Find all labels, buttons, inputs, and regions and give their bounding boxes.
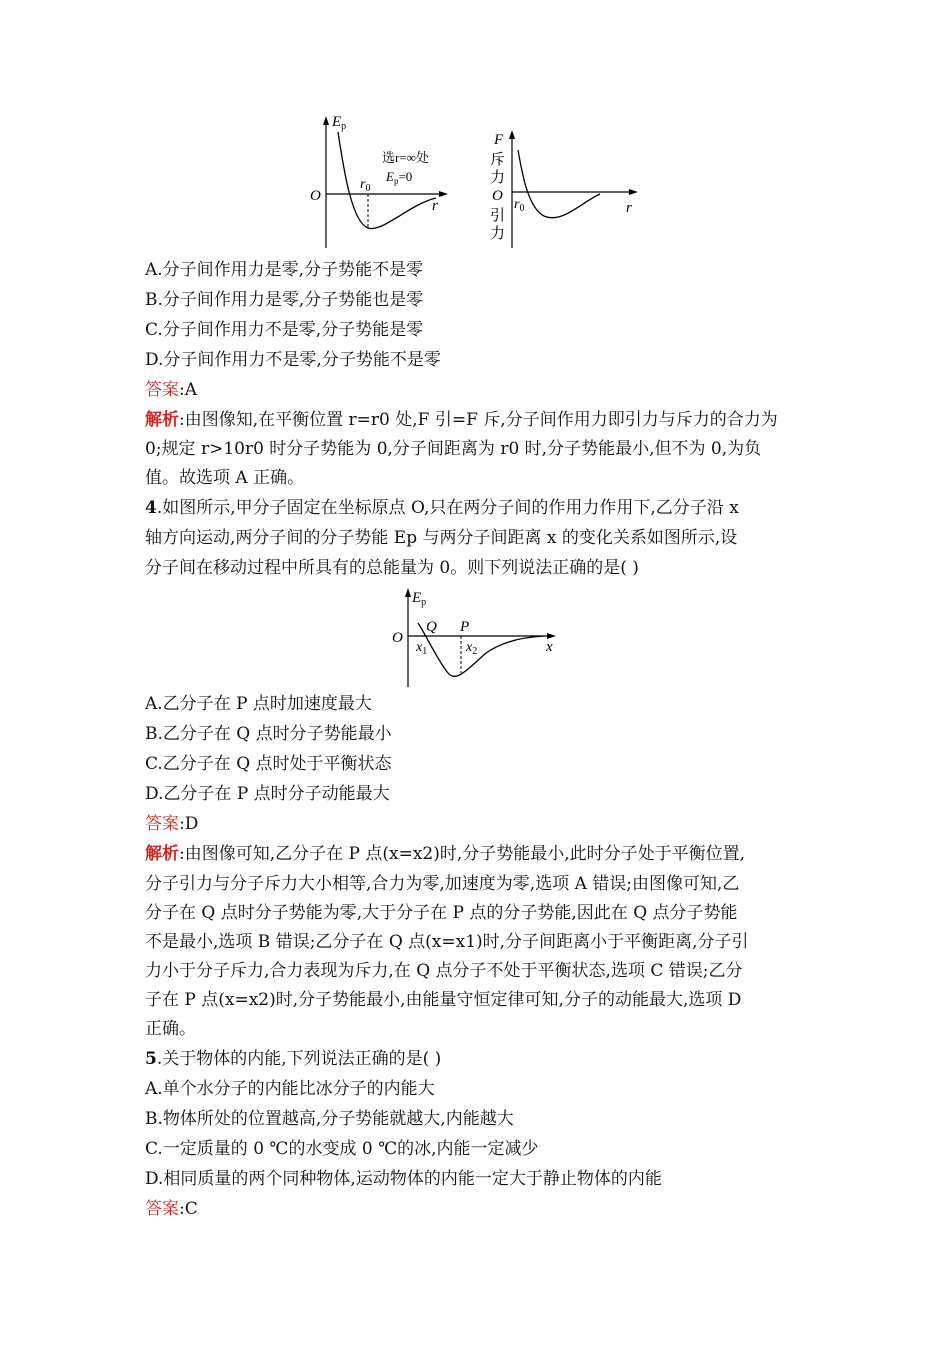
- q5-option-d: D.相同质量的两个同种物体,运动物体的内能一定大于静止物体的内能: [145, 1169, 662, 1189]
- q4-analysis-line-3: 分子在 Q 点时分子势能为零,大于分子在 P 点的分子势能,因此在 Q 点分子势能: [145, 903, 738, 923]
- q4-option-c: C.乙分子在 Q 点时处于平衡状态: [145, 754, 392, 774]
- q3-analysis-line-1: 解析:由图像知,在平衡位置 r=r0 处,F 引=F 斥,分子间作用力即引力与斥力的合力为: [145, 410, 778, 430]
- q3-analysis-line-3: 值。故选项 A 正确。: [145, 468, 305, 488]
- r-axis-label: r: [432, 198, 438, 214]
- note-line-1: 选r=∞处: [382, 150, 429, 165]
- q3-option-c: C.分子间作用力不是零,分子势能是零: [145, 320, 424, 340]
- analysis-label: 解析: [145, 410, 179, 430]
- q4-option-a: A.乙分子在 P 点时加速度最大: [145, 694, 372, 714]
- q4-stem-line-3: 分子间在移动过程中所具有的总能量为 0。则下列说法正确的是( ): [145, 558, 639, 578]
- point-q-label: Q: [426, 619, 437, 635]
- answer-label: 答案: [145, 814, 179, 834]
- x-axis-label: x: [546, 639, 553, 655]
- q4-stem-line-2: 轴方向运动,两分子间的分子势能 Ep 与两分子间距离 x 的变化关系如图所示,设: [145, 528, 738, 548]
- point-p-label: P: [460, 619, 470, 635]
- q3-answer: [145, 379, 197, 401]
- answer-label: 答案: [145, 1199, 179, 1219]
- q4-analysis-line-2: 分子引力与分子斥力大小相等,合力为零,加速度为零,选项 A 错误;由图像可知,乙: [145, 874, 740, 894]
- repulsion-label-1: 斥: [490, 152, 506, 168]
- ep-x-graph: [388, 583, 568, 689]
- origin-label: O: [492, 188, 503, 204]
- analysis-label: 解析: [145, 844, 179, 864]
- q3-option-a: A.分子间作用力是零,分子势能不是零: [145, 260, 424, 280]
- r-axis-label: r: [626, 200, 632, 216]
- q3-option-b: B.分子间作用力是零,分子势能也是零: [145, 290, 424, 310]
- f-axis-label: F: [494, 132, 504, 148]
- answer-label: 答案: [145, 380, 179, 400]
- answer-value: :A: [179, 380, 198, 400]
- attraction-label-1: 引: [490, 208, 506, 224]
- r0-label: $r_0$: [514, 197, 525, 214]
- answer-value: :D: [179, 814, 199, 834]
- question-number: 4: [145, 498, 157, 518]
- q4-analysis-line-7: 正确。: [145, 1019, 196, 1039]
- q3-analysis-line-2: 0;规定 r>10r0 时分子势能为 0,分子间距离为 r0 时,分子势能最小,但不为 0,为负: [145, 439, 762, 459]
- origin-label: O: [310, 188, 321, 204]
- ep-axis-label: $E_p$: [412, 590, 427, 608]
- q5-answer: [145, 1198, 198, 1220]
- q4-analysis-line-4: 不是最小,选项 B 错误;乙分子在 Q 点(x=x1)时,分子间距离小于平衡距离,分子引: [145, 932, 749, 952]
- q5-stem: 5.关于物体的内能,下列说法正确的是( ): [145, 1049, 442, 1069]
- q5-option-c: C.一定质量的 0 ℃的水变成 0 ℃的冰,内能一定减少: [145, 1139, 539, 1159]
- x2-label: $x_2$: [466, 640, 478, 657]
- question-number: 5: [145, 1049, 157, 1069]
- r0-label: $r_0$: [360, 177, 371, 194]
- x1-label: $x_1$: [416, 640, 428, 657]
- attraction-label-2: 力: [490, 226, 506, 242]
- ep-axis-label: $E_p$: [332, 114, 347, 132]
- origin-label: O: [392, 630, 403, 646]
- ep-r-graph: [300, 112, 460, 250]
- q4-analysis-line-5: 力小于分子斥力,合力表现为斥力,在 Q 点分子不处于平衡状态,选项 C 错误;乙分: [145, 961, 743, 981]
- q4-option-b: B.乙分子在 Q 点时分子势能最小: [145, 724, 392, 744]
- f-r-graph: [482, 128, 652, 250]
- answer-value: :C: [179, 1199, 198, 1219]
- q4-answer: [145, 813, 198, 835]
- q4-analysis-line-6: 子在 P 点(x=x2)时,分子势能最小,由能量守恒定律可知,分子的动能最大,选项 D: [145, 990, 742, 1010]
- repulsion-label-2: 力: [490, 170, 506, 186]
- q5-option-a: A.单个水分子的内能比冰分子的内能大: [145, 1079, 435, 1099]
- q4-stem-line-1: 4.如图所示,甲分子固定在坐标原点 O,只在两分子间的作用力作用下,乙分子沿 x: [145, 498, 739, 518]
- q5-option-b: B.物体所处的位置越高,分子势能就越大,内能越大: [145, 1109, 514, 1129]
- q3-option-d: D.分子间作用力不是零,分子势能不是零: [145, 350, 441, 370]
- q4-option-d: D.乙分子在 P 点时分子动能最大: [145, 784, 390, 804]
- note-line-2: $E_p=0$: [386, 169, 413, 186]
- q4-analysis-line-1: 解析:由图像可知,乙分子在 P 点(x=x2)时,分子势能最小,此时分子处于平衡位置,: [145, 844, 746, 864]
